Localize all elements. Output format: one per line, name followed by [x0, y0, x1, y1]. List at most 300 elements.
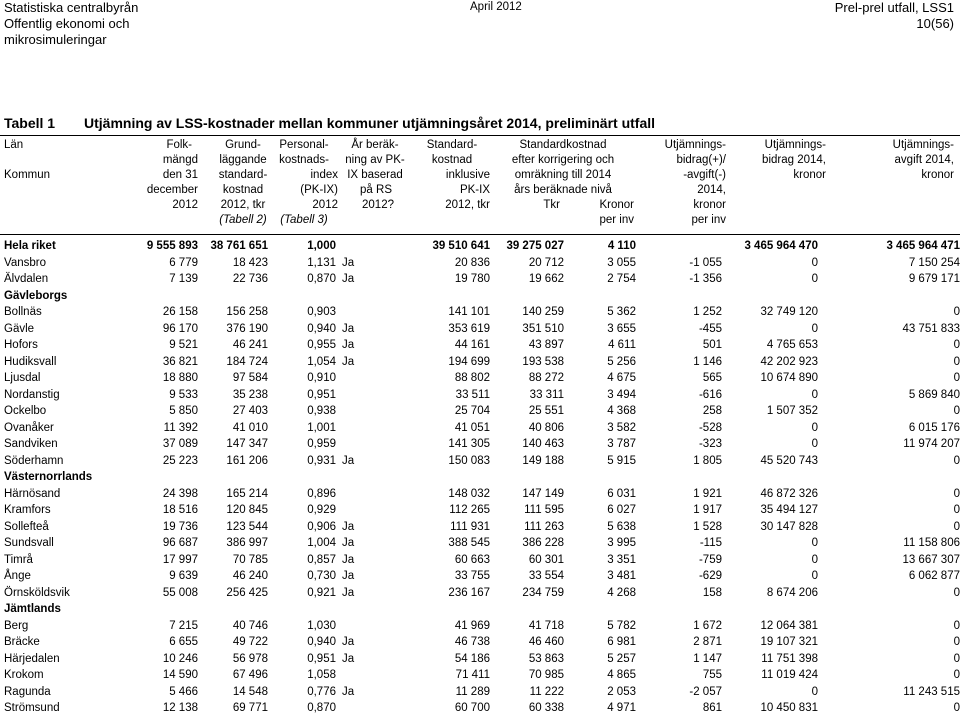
cell-grundlaggande: 123 544: [226, 520, 268, 533]
cell-kronor-per-inv: 5 782: [607, 619, 636, 632]
cell-ar-berakning: Ja: [342, 685, 355, 698]
header-top-rule: [0, 135, 960, 136]
table-row: [0, 255, 960, 272]
cell-pkix: 1,058: [307, 669, 336, 682]
cell-standardkostnad: 33 511: [455, 388, 490, 401]
cell-ar-berakning: [336, 304, 408, 321]
cell-korrigerad-tkr: 234 759: [522, 586, 564, 599]
cell-ar-berakning: [336, 238, 408, 255]
cell-folkmangd: 14 590: [162, 669, 198, 682]
cell-kommun: Härjedalen: [4, 652, 60, 665]
cell-korrigerad-tkr: 11 222: [529, 685, 564, 698]
cell-korrigerad-tkr: 147 149: [522, 487, 564, 500]
cell-utjamningsavgift: 11 974 207: [903, 438, 960, 451]
cell-utjamningsbidrag: 0: [811, 537, 818, 550]
cell-grundlaggande: 40 746: [232, 619, 268, 632]
cell-kronor-per-inv: 3 787: [607, 438, 636, 451]
cell-kronor-per-inv: 4 675: [607, 372, 636, 385]
cell-utjamningsbidrag: 32 749 120: [760, 306, 818, 319]
cell-korrigerad-tkr: 46 460: [528, 636, 564, 649]
cell-ar-berakning: [336, 502, 408, 519]
cell-kronor-per-inv: 5 638: [607, 520, 636, 533]
cell-standardkostnad: 11 289: [455, 685, 490, 698]
cell-kommun: Sundsvall: [4, 537, 54, 550]
cell-utjamning-per-inv: -1 055: [689, 256, 722, 269]
cell-utjamning-per-inv: -616: [698, 388, 722, 401]
cell-standardkostnad: 41 051: [454, 421, 490, 434]
cell-utjamning-per-inv: 501: [702, 339, 722, 352]
cell-standardkostnad: 25 704: [454, 405, 490, 418]
cell-utjamningsavgift: 0: [953, 520, 960, 533]
table-title: [4, 115, 655, 131]
total-row: [0, 238, 960, 255]
cell-folkmangd: 10 246: [162, 652, 198, 665]
table-number: Tabell 1: [4, 115, 56, 131]
cell-kronor-per-inv: 6 031: [607, 487, 636, 500]
cell-utjamningsbidrag: 0: [811, 273, 818, 286]
cell-ar-berakning: Ja: [342, 273, 355, 286]
table-row: [0, 568, 960, 585]
col-header-tkr: Tkr: [543, 199, 560, 211]
cell-standardkostnad: 54 186: [454, 652, 490, 665]
cell-folkmangd: 9 533: [169, 388, 198, 401]
cell-pkix: 0,896: [307, 487, 336, 500]
cell-utjamning-per-inv: 755: [702, 669, 722, 682]
cell-utjamningsbidrag: 45 520 743: [760, 454, 818, 467]
cell-pkix: 1,004: [307, 537, 336, 550]
col-header-utjamningsbidrag: Utjämnings- bidrag 2014, kronor: [762, 139, 826, 181]
cell-folkmangd: 18 516: [162, 504, 198, 517]
cell-standardkostnad: 236 167: [448, 586, 490, 599]
cell-kommun: Bräcke: [4, 636, 40, 649]
cell-korrigerad-tkr: 351 510: [522, 322, 564, 335]
cell-korrigerad-tkr: 60 338: [528, 702, 564, 715]
cell-utjamningsavgift: 0: [953, 619, 960, 632]
page-number: 10(56): [916, 16, 954, 31]
table-title-text: Utjämning av LSS-kostnader mellan kommuner utjämningsåret 2014, preliminärt utfall: [84, 115, 656, 131]
cell-kommun: Härnösand: [4, 487, 61, 500]
cell-kronor-per-inv: 5 257: [607, 652, 636, 665]
cell-utjamning-per-inv: [636, 238, 722, 255]
col-header-kommun: Kommun: [4, 169, 51, 181]
cell-ar-berakning: Ja: [342, 454, 355, 467]
cell-ar-berakning: [336, 370, 408, 387]
cell-folkmangd: 11 392: [163, 421, 198, 434]
cell-utjamning-per-inv: -323: [698, 438, 722, 451]
cell-standardkostnad: 141 305: [448, 438, 490, 451]
cell-utjamningsbidrag: 30 147 828: [760, 520, 818, 533]
cell-pkix: 1,000: [307, 240, 336, 253]
cell-grundlaggande: 376 190: [226, 322, 268, 335]
cell-standardkostnad: 353 619: [448, 322, 490, 335]
cell-utjamningsavgift: 0: [953, 372, 960, 385]
cell-ar-berakning: Ja: [342, 652, 355, 665]
cell-utjamning-per-inv: 158: [702, 586, 722, 599]
cell-utjamning-per-inv: 565: [702, 372, 722, 385]
cell-utjamningsavgift: 7 150 254: [908, 256, 960, 269]
cell-korrigerad-tkr: 60 301: [528, 553, 564, 566]
cell-folkmangd: 5 466: [169, 685, 198, 698]
cell-utjamning-per-inv: -528: [698, 421, 722, 434]
cell-grundlaggande: 14 548: [232, 685, 268, 698]
cell-grundlaggande: 38 761 651: [210, 240, 268, 253]
cell-kronor-per-inv: 4 865: [607, 669, 636, 682]
cell-utjamningsavgift: 0: [953, 652, 960, 665]
cell-standardkostnad: 111 931: [450, 520, 490, 533]
cell-ar-berakning: [336, 618, 408, 635]
cell-pkix: 0,955: [307, 339, 336, 352]
cell-pkix: 0,940: [307, 322, 336, 335]
cell-folkmangd: 55 008: [162, 586, 198, 599]
cell-utjamning-per-inv: 2 871: [693, 636, 722, 649]
region-name: Jämtlands: [4, 603, 61, 616]
cell-grundlaggande: 156 258: [226, 306, 268, 319]
col-header-grundlaggande: Grund- läggande standard- kostnad 2012, tkr (Tabell 2): [218, 139, 268, 226]
cell-korrigerad-tkr: 111 595: [524, 504, 564, 517]
cell-grundlaggande: 97 584: [232, 372, 268, 385]
cell-utjamningsbidrag: 19 107 321: [760, 636, 818, 649]
cell-ar-berakning: [336, 667, 408, 684]
cell-utjamningsbidrag: 10 674 890: [760, 372, 818, 385]
cell-ar-berakning: Ja: [342, 322, 355, 335]
cell-utjamningsavgift: 0: [953, 355, 960, 368]
table-row: [0, 337, 960, 354]
cell-pkix: 0,776: [307, 685, 336, 698]
cell-standardkostnad: 19 780: [454, 273, 490, 286]
cell-grundlaggande: 46 241: [232, 339, 268, 352]
cell-kommun: Strömsund: [4, 702, 60, 715]
table-row: [0, 370, 960, 387]
cell-kronor-per-inv: 3 351: [607, 553, 636, 566]
cell-korrigerad-tkr: 43 897: [528, 339, 564, 352]
cell-pkix: 0,929: [307, 504, 336, 517]
cell-grundlaggande: 56 978: [232, 652, 268, 665]
cell-ar-berakning: Ja: [342, 537, 355, 550]
cell-utjamning-per-inv: -455: [698, 322, 722, 335]
table-row: [0, 552, 960, 569]
cell-kommun: Hela riket: [4, 240, 56, 253]
table-row: [0, 535, 960, 552]
cell-utjamningsavgift: 11 158 806: [903, 537, 960, 550]
cell-folkmangd: 9 521: [169, 339, 198, 352]
cell-standardkostnad: 60 663: [454, 553, 490, 566]
col-header-ar-berakning: År beräk- ning av PK- IX baserad på RS 2012?: [345, 139, 405, 211]
cell-pkix: 1,054: [307, 355, 336, 368]
cell-grundlaggande: 18 423: [232, 256, 268, 269]
cell-utjamningsavgift: 0: [953, 504, 960, 517]
cell-pkix: 0,938: [307, 405, 336, 418]
cell-kronor-per-inv: 3 995: [607, 537, 636, 550]
table-row: [0, 634, 960, 651]
cell-kommun: Kramfors: [4, 504, 51, 517]
cell-pkix: 1,131: [307, 256, 336, 269]
cell-grundlaggande: 161 206: [226, 454, 268, 467]
cell-utjamning-per-inv: 1 147: [693, 652, 722, 665]
cell-kommun: Söderhamn: [4, 454, 64, 467]
cell-standardkostnad: 41 969: [454, 619, 490, 632]
cell-utjamningsbidrag: 3 465 964 470: [744, 240, 818, 253]
cell-grundlaggande: 67 496: [232, 669, 268, 682]
cell-standardkostnad: 44 161: [454, 339, 490, 352]
cell-kommun: Bollnäs: [4, 306, 42, 319]
table-row: [0, 354, 960, 371]
cell-korrigerad-tkr: 111 263: [524, 520, 564, 533]
cell-standardkostnad: 39 510 641: [432, 240, 490, 253]
region-name: Västernorrlands: [4, 471, 93, 484]
cell-standardkostnad: 141 101: [448, 306, 490, 319]
cell-pkix: 0,940: [307, 636, 336, 649]
cell-grundlaggande: 147 347: [226, 438, 268, 451]
cell-grundlaggande: 27 403: [232, 405, 268, 418]
cell-folkmangd: 96 687: [162, 537, 198, 550]
cell-standardkostnad: 46 738: [454, 636, 490, 649]
cell-korrigerad-tkr: 33 311: [529, 388, 564, 401]
region-group-row: [0, 288, 960, 305]
col-header-utjamning-per-inv: Utjämnings- bidrag(+)/ -avgift(-) 2014, kronor per inv: [664, 139, 726, 226]
cell-korrigerad-tkr: 33 554: [528, 570, 564, 583]
cell-standardkostnad: 150 083: [448, 454, 490, 467]
cell-ar-berakning: Ja: [342, 636, 355, 649]
table-row: [0, 585, 960, 602]
cell-korrigerad-tkr: 20 712: [528, 256, 564, 269]
table-row: [0, 436, 960, 453]
cell-ar-berakning: [336, 387, 408, 404]
cell-utjamning-per-inv: -115: [699, 537, 722, 550]
cell-utjamningsavgift: 9 679 171: [908, 273, 960, 286]
cell-folkmangd: 17 997: [162, 553, 198, 566]
cell-korrigerad-tkr: 88 272: [528, 372, 564, 385]
cell-folkmangd: 25 223: [162, 454, 198, 467]
cell-utjamningsbidrag: 11 751 398: [761, 652, 818, 665]
cell-folkmangd: 7 139: [169, 273, 198, 286]
cell-grundlaggande: 70 785: [232, 553, 268, 566]
cell-kommun: Nordanstig: [4, 388, 60, 401]
table-row: [0, 502, 960, 519]
cell-folkmangd: 19 736: [162, 520, 198, 533]
cell-ar-berakning: Ja: [342, 339, 355, 352]
cell-utjamningsbidrag: 0: [811, 421, 818, 434]
col-header-lan: Län: [4, 139, 24, 151]
cell-pkix: 0,959: [307, 438, 336, 451]
cell-utjamning-per-inv: 1 146: [693, 355, 722, 368]
cell-folkmangd: 9 639: [169, 570, 198, 583]
cell-kronor-per-inv: 3 582: [607, 421, 636, 434]
cell-utjamningsavgift: 6 015 176: [908, 421, 960, 434]
cell-kommun: Sandviken: [4, 438, 58, 451]
cell-pkix: 0,951: [307, 388, 336, 401]
cell-standardkostnad: 194 699: [448, 355, 490, 368]
page-header: [0, 0, 960, 50]
cell-kommun: Hudiksvall: [4, 355, 57, 368]
cell-grundlaggande: 22 736: [232, 273, 268, 286]
cell-pkix: 0,870: [307, 702, 336, 715]
cell-utjamning-per-inv: 258: [702, 405, 722, 418]
cell-ar-berakning: [336, 436, 408, 453]
cell-kronor-per-inv: 5 915: [607, 454, 636, 467]
cell-grundlaggande: 165 214: [226, 487, 268, 500]
cell-folkmangd: 18 880: [162, 372, 198, 385]
cell-utjamningsavgift: 43 751 833: [902, 322, 960, 335]
cell-utjamningsbidrag: 42 202 923: [760, 355, 818, 368]
cell-utjamning-per-inv: -2 057: [689, 685, 722, 698]
cell-utjamningsbidrag: 0: [811, 322, 818, 335]
cell-utjamning-per-inv: 861: [702, 702, 722, 715]
cell-utjamningsavgift: 0: [953, 306, 960, 319]
cell-folkmangd: 96 170: [162, 322, 198, 335]
table-row: [0, 684, 960, 701]
header-bottom-rule: [0, 234, 960, 235]
cell-folkmangd: 6 655: [169, 636, 198, 649]
cell-grundlaggande: 184 724: [226, 355, 268, 368]
cell-kommun: Berg: [4, 619, 29, 632]
cell-pkix: 0,931: [307, 454, 336, 467]
cell-ar-berakning: [336, 420, 408, 437]
cell-grundlaggande: 41 010: [232, 421, 268, 434]
col-header-folkmangd: Folk- mängd den 31 december 2012: [146, 139, 198, 211]
cell-korrigerad-tkr: 19 662: [528, 273, 564, 286]
cell-kommun: Älvdalen: [4, 273, 49, 286]
cell-kommun: Ockelbo: [4, 405, 47, 418]
cell-utjamning-per-inv: 1 917: [693, 504, 722, 517]
cell-utjamningsavgift: 0: [953, 487, 960, 500]
publisher: Statistiska centralbyrån Offentlig ekonomi och mikrosimuleringar: [4, 0, 139, 47]
cell-ar-berakning: Ja: [342, 256, 355, 269]
table-row: [0, 486, 960, 503]
cell-ar-berakning: Ja: [342, 586, 355, 599]
cell-grundlaggande: 49 722: [232, 636, 268, 649]
cell-korrigerad-tkr: 25 551: [528, 405, 564, 418]
cell-folkmangd: 26 158: [162, 306, 198, 319]
cell-utjamningsavgift: 0: [953, 586, 960, 599]
cell-pkix: 0,906: [307, 520, 336, 533]
cell-standardkostnad: 60 700: [454, 702, 490, 715]
table-row: [0, 403, 960, 420]
cell-pkix: 0,951: [307, 652, 336, 665]
cell-kronor-per-inv: 4 368: [607, 405, 636, 418]
cell-pkix: 0,903: [307, 306, 336, 319]
cell-folkmangd: 12 138: [162, 702, 198, 715]
cell-utjamningsavgift: 11 243 515: [903, 685, 960, 698]
cell-folkmangd: 5 850: [169, 405, 198, 418]
cell-utjamningsavgift: 6 062 877: [908, 570, 960, 583]
cell-korrigerad-tkr: 140 463: [522, 438, 564, 451]
cell-folkmangd: 36 821: [162, 355, 198, 368]
cell-folkmangd: 37 089: [162, 438, 198, 451]
cell-korrigerad-tkr: 386 228: [522, 537, 564, 550]
cell-utjamningsbidrag: 8 674 206: [766, 586, 818, 599]
cell-kommun: Gävle: [4, 322, 35, 335]
cell-kommun: Ljusdal: [4, 372, 41, 385]
cell-utjamning-per-inv: -759: [698, 553, 722, 566]
table-row: [0, 700, 960, 717]
cell-folkmangd: 9 555 893: [146, 240, 198, 253]
cell-utjamning-per-inv: -1 356: [689, 273, 722, 286]
col-header-kronor-per-inv: Kronor per inv: [599, 199, 634, 226]
cell-kronor-per-inv: 6 981: [607, 636, 636, 649]
table-row: [0, 304, 960, 321]
col-header-utjamningsavgift: Utjämnings- avgift 2014, kronor: [892, 139, 954, 181]
cell-korrigerad-tkr: 53 863: [528, 652, 564, 665]
cell-utjamningsavgift: 13 667 307: [902, 553, 960, 566]
data-table: [0, 238, 960, 717]
cell-standardkostnad: 33 755: [454, 570, 490, 583]
table-row: [0, 453, 960, 470]
cell-kommun: Krokom: [4, 669, 44, 682]
cell-korrigerad-tkr: 140 259: [522, 306, 564, 319]
cell-kronor-per-inv: 5 362: [607, 306, 636, 319]
cell-utjamningsbidrag: 10 450 831: [760, 702, 818, 715]
cell-kommun: Hofors: [4, 339, 38, 352]
cell-utjamning-per-inv: 1 805: [693, 454, 722, 467]
cell-pkix: 1,001: [307, 421, 336, 434]
cell-standardkostnad: 71 411: [455, 669, 490, 682]
table-row: [0, 651, 960, 668]
cell-standardkostnad: 88 802: [454, 372, 490, 385]
cell-utjamningsbidrag: 4 765 653: [766, 339, 818, 352]
cell-utjamningsbidrag: 35 494 127: [760, 504, 818, 517]
cell-kommun: Vansbro: [4, 256, 46, 269]
cell-grundlaggande: 69 771: [232, 702, 268, 715]
cell-kronor-per-inv: 3 494: [607, 388, 636, 401]
cell-kronor-per-inv: 5 256: [607, 355, 636, 368]
table-row: [0, 271, 960, 288]
cell-pkix: 0,870: [307, 273, 336, 286]
cell-kommun: Ragunda: [4, 685, 51, 698]
cell-pkix: 0,910: [307, 372, 336, 385]
cell-utjamningsavgift: 0: [953, 339, 960, 352]
cell-utjamningsbidrag: 46 872 326: [760, 487, 818, 500]
cell-ar-berakning: Ja: [342, 570, 355, 583]
cell-standardkostnad: 112 265: [449, 504, 490, 517]
cell-kronor-per-inv: 3 655: [607, 322, 636, 335]
cell-grundlaggande: 256 425: [226, 586, 268, 599]
cell-grundlaggande: 35 238: [232, 388, 268, 401]
cell-utjamningsbidrag: 11 019 424: [761, 669, 818, 682]
cell-grundlaggande: 120 845: [226, 504, 268, 517]
cell-utjamning-per-inv: 1 921: [693, 487, 722, 500]
cell-grundlaggande: 46 240: [232, 570, 268, 583]
cell-utjamningsbidrag: 1 507 352: [766, 405, 818, 418]
cell-utjamningsavgift: 5 869 840: [908, 388, 960, 401]
cell-pkix: 1,030: [307, 619, 336, 632]
col-header-standardkostnad-korrigerad: Standardkostnad efter korrigering och omräkning till 2014 års beräknade nivå: [511, 139, 615, 196]
cell-kommun: Sollefteå: [4, 520, 49, 533]
cell-kronor-per-inv: 6 027: [607, 504, 636, 517]
cell-standardkostnad: 20 836: [454, 256, 490, 269]
table-row: [0, 667, 960, 684]
cell-ar-berakning: Ja: [342, 355, 355, 368]
cell-kronor-per-inv: 4 110: [607, 240, 636, 253]
report-id: Prel-prel utfall, LSS1 10(56): [834, 0, 954, 31]
cell-folkmangd: 24 398: [162, 487, 198, 500]
cell-kronor-per-inv: 2 754: [607, 273, 636, 286]
cell-kronor-per-inv: 4 268: [607, 586, 636, 599]
table-row: [0, 420, 960, 437]
cell-utjamningsavgift: 0: [953, 454, 960, 467]
cell-utjamning-per-inv: 1 672: [693, 619, 722, 632]
cell-kronor-per-inv: 2 053: [607, 685, 636, 698]
cell-kronor-per-inv: 3 055: [607, 256, 636, 269]
cell-utjamning-per-inv: -629: [698, 570, 722, 583]
cell-pkix: 0,730: [307, 570, 336, 583]
cell-utjamningsbidrag: 0: [811, 553, 818, 566]
cell-folkmangd: 6 779: [169, 256, 198, 269]
cell-ar-berakning: Ja: [342, 520, 355, 533]
cell-korrigerad-tkr: 149 188: [522, 454, 564, 467]
cell-korrigerad-tkr: 40 806: [528, 421, 564, 434]
cell-pkix: 0,857: [307, 553, 336, 566]
cell-kommun: Örnsköldsvik: [4, 586, 70, 599]
